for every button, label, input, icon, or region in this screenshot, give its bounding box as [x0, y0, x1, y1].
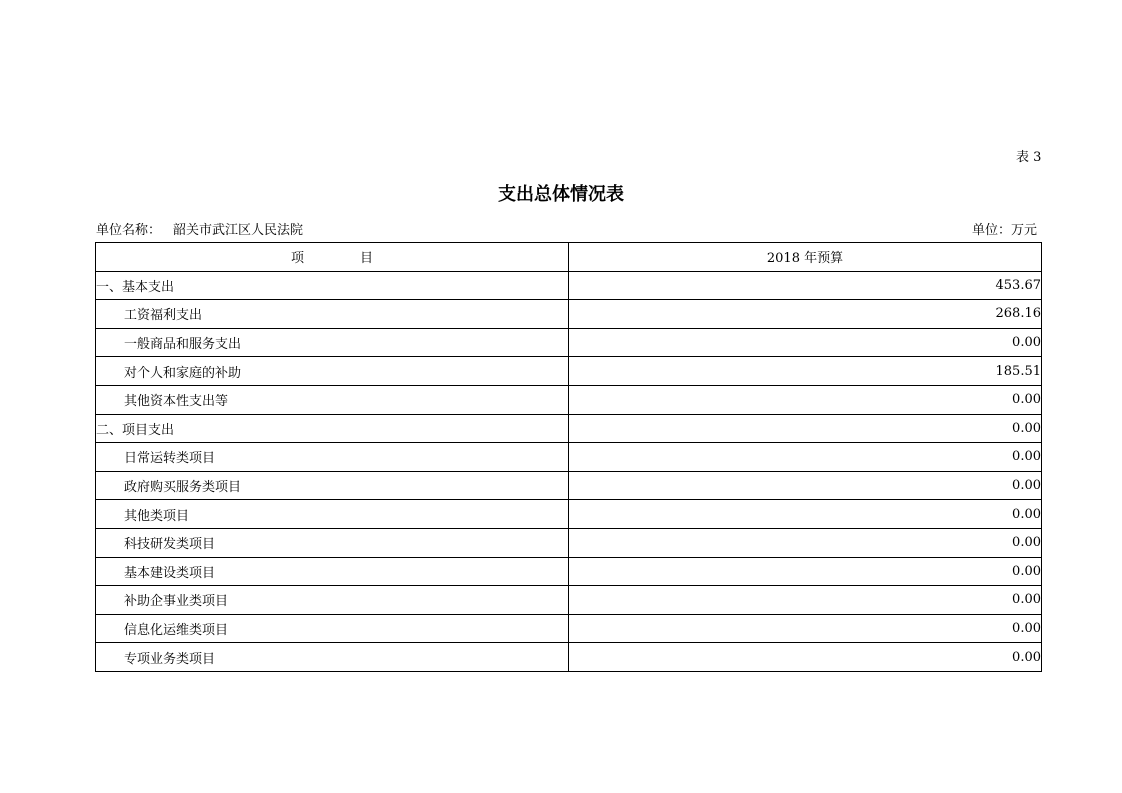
row-value: 0.00 — [569, 557, 1042, 586]
row-label: 专项业务类项目 — [96, 643, 569, 672]
unit-name — [96, 219, 303, 238]
row-value: 0.00 — [569, 414, 1042, 443]
table-row — [96, 271, 1042, 300]
row-label: 基本建设类项目 — [96, 557, 569, 586]
row-label: 工资福利支出 — [96, 300, 569, 329]
table-row — [96, 614, 1042, 643]
page-title: 支出总体情况表 — [498, 184, 624, 205]
row-value: 0.00 — [569, 471, 1042, 500]
row-value: 453.67 — [569, 271, 1042, 300]
row-label: 一、基本支出 — [96, 271, 569, 300]
table-row — [96, 357, 1042, 386]
table-row — [96, 500, 1042, 529]
row-value: 0.00 — [569, 443, 1042, 472]
row-label: 二、项目支出 — [96, 414, 569, 443]
row-label: 一般商品和服务支出 — [96, 328, 569, 357]
table-number: 表 3 — [1016, 150, 1042, 165]
table-row — [96, 328, 1042, 357]
table-row — [96, 414, 1042, 443]
row-label: 其他资本性支出等 — [96, 385, 569, 414]
expenditure-table — [95, 242, 1042, 672]
row-label: 日常运转类项目 — [96, 443, 569, 472]
row-value: 0.00 — [569, 528, 1042, 557]
row-label: 对个人和家庭的补助 — [96, 357, 569, 386]
table-row — [96, 300, 1042, 329]
table-header-row — [96, 243, 1042, 272]
row-value: 268.16 — [569, 300, 1042, 329]
table-row — [96, 557, 1042, 586]
table-row — [96, 443, 1042, 472]
row-value: 0.00 — [569, 385, 1042, 414]
table-row — [96, 385, 1042, 414]
row-value: 0.00 — [569, 614, 1042, 643]
table-body — [96, 271, 1042, 671]
row-value: 0.00 — [569, 328, 1042, 357]
table-row — [96, 586, 1042, 615]
table-row — [96, 471, 1042, 500]
header-item-a: 项 — [290, 251, 304, 267]
table-row — [96, 643, 1042, 672]
header-item — [96, 243, 569, 272]
row-value: 0.00 — [569, 500, 1042, 529]
unit-name-label: 单位名称： — [96, 223, 162, 238]
header-item-b: 目 — [360, 251, 374, 267]
unit-name-value: 韶关市武江区人民法院 — [173, 223, 304, 238]
row-value: 185.51 — [569, 357, 1042, 386]
header-budget: 2018 年预算 — [569, 243, 1042, 272]
row-label: 政府购买服务类项目 — [96, 471, 569, 500]
unit-of-measure: 单位：万元 — [972, 223, 1038, 238]
row-label: 科技研发类项目 — [96, 528, 569, 557]
table-row — [96, 528, 1042, 557]
row-value: 0.00 — [569, 586, 1042, 615]
row-value: 0.00 — [569, 643, 1042, 672]
row-label: 补助企事业类项目 — [96, 586, 569, 615]
row-label: 信息化运维类项目 — [96, 614, 569, 643]
row-label: 其他类项目 — [96, 500, 569, 529]
